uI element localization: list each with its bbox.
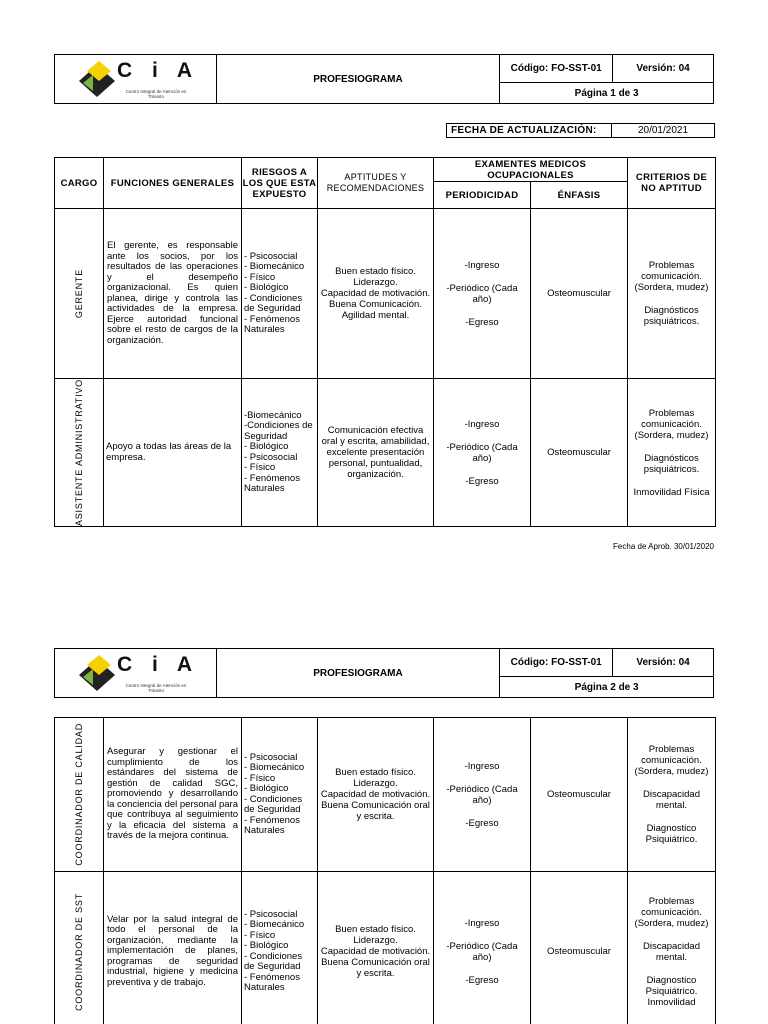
aptitudes-list: Buen estado físico. Liderazgo. Capacidad de motivación. Buena Comunicación. Agilidad mental. [318, 209, 434, 379]
enfasis-value: Osteomuscular [531, 209, 628, 379]
doc-header-page-1 [54, 54, 714, 104]
brand-name: C i A [117, 59, 200, 82]
periodicidad-list: -Ingreso -Periódico (Cada año) -Egreso [434, 872, 531, 1024]
riesgos-list: - Psicosocial - Biomecánico - Físico - Biológico - Condiciones de Seguridad - Fenómenos Naturales [242, 209, 318, 379]
brand-name: C i A [117, 653, 200, 676]
periodicidad-list: -Ingreso -Periódico (Cada año) -Egreso [434, 209, 531, 379]
doc-code: Código: FO-SST-01 [500, 649, 613, 677]
table-row [55, 209, 716, 379]
profesiograma-table-1 [54, 157, 716, 527]
riesgos-list: - Psicosocial - Biomecánico - Físico - Biológico - Condiciones de Seguridad - Fenómenos Naturales [242, 872, 318, 1024]
enfasis-value: Osteomuscular [531, 379, 628, 527]
riesgos-list: -Biomecánico -Condiciones de Seguridad - Biológico - Psicosocial - Físico - Fenómenos Naturales [242, 379, 318, 527]
company-logo [55, 55, 217, 104]
brand-subtitle: Centro Integral de Atención en Tránsito [125, 683, 187, 693]
funciones-text: Apoyo a todas las áreas de la empresa. [104, 379, 242, 527]
periodicidad-list: -Ingreso -Periódico (Cada año) -Egreso [434, 379, 531, 527]
doc-version: Versión: 04 [613, 55, 714, 83]
criterios-list: Problemas comunicación. (Sordera, mudez) Discapacidad mental. Diagnostico Psiquiátrico. [628, 718, 716, 872]
col-enfasis: ÉNFASIS [531, 182, 628, 209]
aptitudes-list: Buen estado físico. Liderazgo. Capacidad de motivación. Buena Comunicación oral y escrita. [318, 718, 434, 872]
page-title: PROFESIOGRAMA [216, 55, 500, 104]
riesgos-list: - Psicosocial - Biomecánico - Físico - Biológico - Condiciones de Seguridad - Fenómenos Naturales [242, 718, 318, 872]
funciones-text: Asegurar y gestionar el cumplimiento de los estándares del sistema de gestión de calidad SGC, promoviendo y desarrollando la conciencia del personal para que contribuya al seguimiento y la eficacia del sistema a través de la mejora continua. [104, 718, 242, 872]
brand-subtitle: Centro Integral de Atención en Tránsito [125, 89, 187, 99]
col-periodicidad: PERIODICIDAD [434, 182, 531, 209]
profesiograma-table-2 [54, 717, 716, 1024]
aptitudes-list: Comunicación efectiva oral y escrita, amabilidad, excelente presentación personal, puntualidad, organización. [318, 379, 434, 527]
table-row [55, 379, 716, 527]
table-row [55, 718, 716, 872]
fecha-actualizacion [446, 123, 715, 138]
aptitudes-list: Buen estado físico. Liderazgo. Capacidad de motivación. Buena Comunicación oral y escrita. [318, 872, 434, 1024]
col-examenes: EXAMENTES MEDICOS OCUPACIONALES [434, 158, 628, 182]
col-cargo: CARGO [55, 158, 104, 209]
col-riesgos: RIESGOS A LOS QUE ESTA EXPUESTO [242, 158, 318, 209]
doc-version: Versión: 04 [613, 649, 714, 677]
fecha-value: 20/01/2021 [612, 124, 715, 138]
logo-icon [75, 655, 119, 695]
fecha-label: FECHA DE ACTUALIZACIÓN: [447, 124, 612, 138]
doc-header-page-2 [54, 648, 714, 698]
table-row [55, 872, 716, 1024]
criterios-list: Problemas comunicación. (Sordera, mudez) Discapacidad mental. Diagnostico Psiquiátrico. Inmovilidad [628, 872, 716, 1024]
criterios-list: Problemas comunicación. (Sordera, mudez) Diagnósticos psiquiátricos. Inmovilidad Física [628, 379, 716, 527]
page-number: Página 1 de 3 [500, 83, 714, 104]
company-logo [55, 649, 217, 698]
col-criterios: CRITERIOS DE NO APTITUD [628, 158, 716, 209]
col-funciones: FUNCIONES GENERALES [104, 158, 242, 209]
cargo-name: COORDINADOR DE SST [73, 892, 84, 1011]
periodicidad-list: -Ingreso -Periódico (Cada año) -Egreso [434, 718, 531, 872]
criterios-list: Problemas comunicación. (Sordera, mudez) Diagnósticos psiquiátricos. [628, 209, 716, 379]
page-number: Página 2 de 3 [500, 677, 714, 698]
cargo-name: GERENTE [73, 268, 84, 319]
cargo-name: COORDINADOR DE CALIDAD [73, 723, 84, 866]
doc-code: Código: FO-SST-01 [500, 55, 613, 83]
enfasis-value: Osteomuscular [531, 872, 628, 1024]
page-title: PROFESIOGRAMA [216, 649, 500, 698]
enfasis-value: Osteomuscular [531, 718, 628, 872]
approval-date: Fecha de Aprob. 30/01/2020 [613, 542, 714, 551]
logo-icon [75, 61, 119, 101]
cargo-name: ASISTENTE ADMINISTRATIVO [73, 379, 84, 527]
col-aptitudes: APTITUDES Y RECOMENDACIONES [318, 158, 434, 209]
funciones-text: El gerente, es responsable ante los socios, por los resultados de las operaciones y el desempeño organizacional. Es quien planea, dirige y controla las actividades de la empresa. Ejerce autoridad funcional sobre el resto de cargos de la organización. [104, 209, 242, 379]
funciones-text: Velar por la salud integral de todo el personal de la organización, mediante la implementación de planes, programas de seguridad industrial, higiene y medicina preventiva y de trabajo. [104, 872, 242, 1024]
